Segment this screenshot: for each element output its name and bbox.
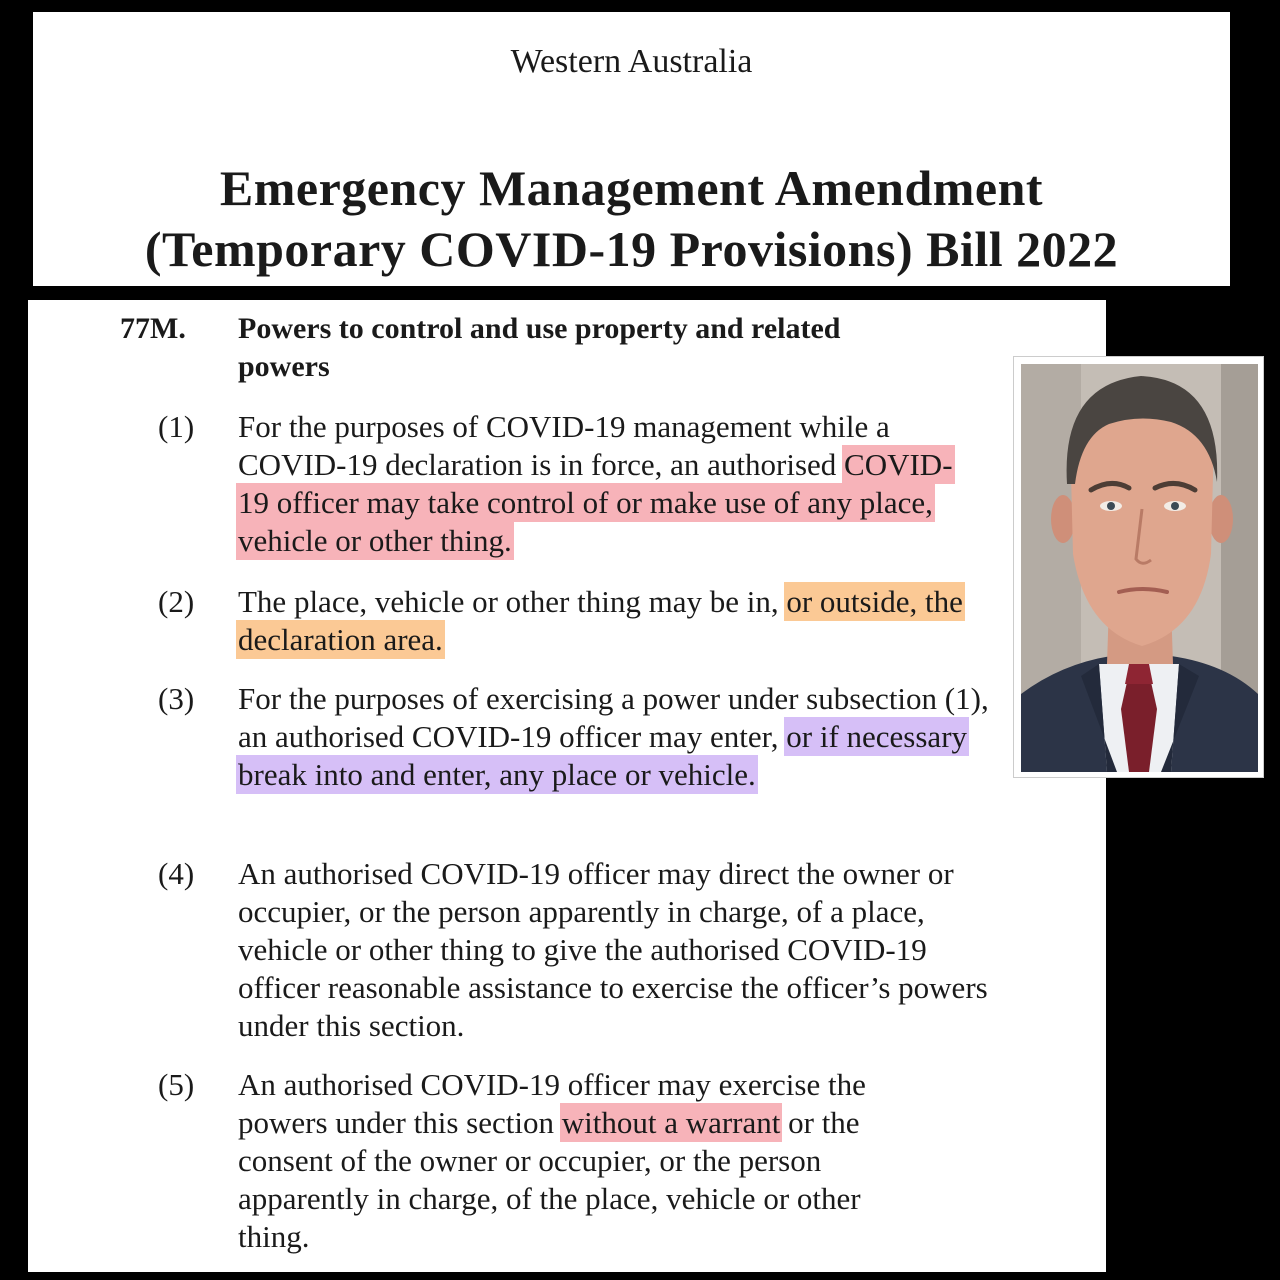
subsection-2-highlight: or outside, the declaration area. <box>238 584 963 657</box>
portrait-photo-frame <box>1013 356 1264 778</box>
jurisdiction-label: Western Australia <box>510 43 753 80</box>
subsection-4-text: An authorised COVID-19 officer may direct the owner or occupier, or the person apparently in charge, of a place, vehicle or other thing to give the authorised COVID-19 officer reasonable assistance to exercise the officer’s powers under this section. <box>238 856 988 1043</box>
bill-title-line-2: (Temporary COVID-19 Provisions) Bill 2022 <box>144 221 1119 277</box>
portrait-illustration <box>1021 364 1258 772</box>
bill-title <box>33 158 1230 280</box>
portrait-photo <box>1021 364 1258 772</box>
bill-title-line-1: Emergency Management Amendment <box>219 160 1044 216</box>
subsection-1-number: (1) <box>158 409 195 444</box>
subsection-1-highlight: COVID-19 officer may take control of or make use of any place, vehicle or other thing. <box>238 447 953 558</box>
bill-header <box>33 12 1230 286</box>
subsection-4-number: (4) <box>158 856 195 891</box>
section-number: 77M. <box>120 312 186 345</box>
bill-excerpt-page <box>28 300 1106 1272</box>
subsection-3-plain: For the purposes of exercising a power under subsection (1), an authorised COVID-19 officer may enter, <box>238 681 989 754</box>
section-heading-line-2: powers <box>238 350 330 383</box>
subsection-2-text <box>238 583 998 659</box>
subsection-5-after: or the consent of the owner or occupier, or the person apparently in charge, of the place, vehicle or other thing. <box>238 1105 861 1254</box>
subsection-3-text <box>238 680 998 794</box>
subsection-5-text <box>238 1066 928 1256</box>
subsection-1-text <box>238 408 958 560</box>
subsection-2-number: (2) <box>158 584 195 619</box>
subsection-5-before: An authorised COVID-19 officer may exercise the powers under this section <box>238 1067 866 1140</box>
subsection-3-number: (3) <box>158 681 195 716</box>
subsection-1-plain: For the purposes of COVID-19 management while a COVID-19 declaration is in force, an authorised <box>238 409 890 482</box>
subsection-2-plain: The place, vehicle or other thing may be in, <box>238 584 779 619</box>
section-heading-line-1: Powers to control and use property and related <box>238 312 841 345</box>
subsection-3-highlight: or if necessary break into and enter, any place or vehicle. <box>238 719 968 792</box>
subsection-5-highlight: without a warrant <box>561 1105 781 1140</box>
section-heading <box>238 310 938 386</box>
subsection-5-number: (5) <box>158 1067 195 1102</box>
